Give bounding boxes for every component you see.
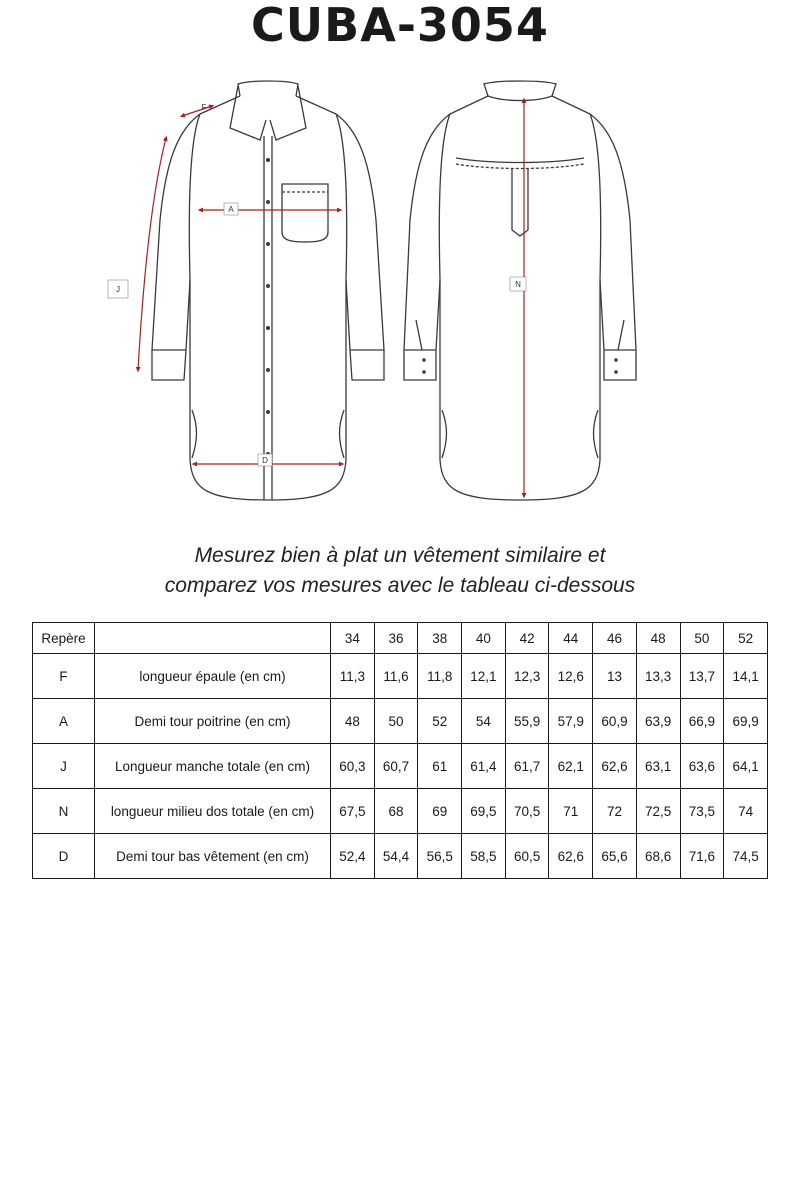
measurement-cell: 61,7 — [505, 744, 549, 789]
measurement-cell: 67,5 — [331, 789, 375, 834]
label-n: N — [515, 280, 521, 289]
instruction-line-2: comparez vos mesures avec le tableau ci-dessous — [164, 574, 636, 597]
measurement-cell: 65,6 — [593, 834, 637, 879]
measurement-cell: 11,6 — [374, 654, 418, 699]
measurement-cell: 60,9 — [593, 699, 637, 744]
measurement-cell: 62,1 — [549, 744, 593, 789]
header-repere: Repère — [33, 623, 95, 654]
measurement-cell: 60,5 — [505, 834, 549, 879]
table-row — [33, 654, 768, 699]
row-code: D — [33, 834, 95, 879]
measurement-cell: 69 — [418, 789, 462, 834]
instruction-line-1: Mesurez bien à plat un vêtement similaire et — [194, 544, 606, 567]
measurement-cell: 58,5 — [462, 834, 506, 879]
row-label: longueur épaule (en cm) — [95, 654, 331, 699]
row-code: N — [33, 789, 95, 834]
measurement-cell: 66,9 — [680, 699, 724, 744]
measurement-cell: 12,3 — [505, 654, 549, 699]
measurement-cell: 14,1 — [724, 654, 768, 699]
header-size: 40 — [462, 623, 506, 654]
row-label: Demi tour poitrine (en cm) — [95, 699, 331, 744]
measurement-cell: 55,9 — [505, 699, 549, 744]
measuring-instructions — [0, 541, 800, 601]
label-j: J — [116, 285, 120, 294]
measurement-cell: 62,6 — [593, 744, 637, 789]
measurement-cell: 54,4 — [374, 834, 418, 879]
measurement-cell: 12,1 — [462, 654, 506, 699]
front-view-drawing — [152, 81, 384, 500]
measurement-cell: 63,6 — [680, 744, 724, 789]
garment-technical-drawing — [100, 80, 700, 520]
measurement-cell: 68 — [374, 789, 418, 834]
measurement-cell: 56,5 — [418, 834, 462, 879]
page-title: CUBA-3054 — [251, 0, 549, 52]
table-header-row — [33, 623, 768, 654]
measurement-cell: 72,5 — [636, 789, 680, 834]
header-size: 38 — [418, 623, 462, 654]
row-code: J — [33, 744, 95, 789]
measurement-cell: 12,6 — [549, 654, 593, 699]
table-row — [33, 834, 768, 879]
measurement-cell: 68,6 — [636, 834, 680, 879]
measurement-cell: 64,1 — [724, 744, 768, 789]
measurement-cell: 69,9 — [724, 699, 768, 744]
table-row — [33, 744, 768, 789]
measurement-cell: 73,5 — [680, 789, 724, 834]
row-label: longueur milieu dos totale (en cm) — [95, 789, 331, 834]
header-size: 36 — [374, 623, 418, 654]
measurement-cell: 70,5 — [505, 789, 549, 834]
header-size: 50 — [680, 623, 724, 654]
label-a: A — [228, 205, 234, 214]
header-empty — [95, 623, 331, 654]
header-size: 42 — [505, 623, 549, 654]
measurement-cell: 48 — [331, 699, 375, 744]
measurement-cell: 71 — [549, 789, 593, 834]
measurement-cell: 54 — [462, 699, 506, 744]
measurement-cell: 13,3 — [636, 654, 680, 699]
measurement-cell: 52,4 — [331, 834, 375, 879]
measurement-cell: 52 — [418, 699, 462, 744]
measurement-cell: 11,3 — [331, 654, 375, 699]
measurement-cell: 61 — [418, 744, 462, 789]
front-measure-lines — [138, 106, 342, 464]
table-row — [33, 789, 768, 834]
label-d: D — [262, 456, 268, 465]
measurement-cell: 69,5 — [462, 789, 506, 834]
measurement-cell: 50 — [374, 699, 418, 744]
measurement-cell: 63,9 — [636, 699, 680, 744]
measurement-cell: 13,7 — [680, 654, 724, 699]
size-chart-table — [32, 622, 768, 879]
measurement-cell: 74,5 — [724, 834, 768, 879]
row-label: Longueur manche totale (en cm) — [95, 744, 331, 789]
row-code: F — [33, 654, 95, 699]
table-row — [33, 699, 768, 744]
measurement-cell: 74 — [724, 789, 768, 834]
measurement-cell: 72 — [593, 789, 637, 834]
measurement-cell: 61,4 — [462, 744, 506, 789]
header-size: 34 — [331, 623, 375, 654]
measurement-cell: 13 — [593, 654, 637, 699]
header-size: 52 — [724, 623, 768, 654]
header-size: 48 — [636, 623, 680, 654]
header-size: 44 — [549, 623, 593, 654]
label-f: F — [201, 103, 207, 112]
measurement-cell: 60,7 — [374, 744, 418, 789]
row-label: Demi tour bas vêtement (en cm) — [95, 834, 331, 879]
measurement-cell: 63,1 — [636, 744, 680, 789]
measurement-cell: 71,6 — [680, 834, 724, 879]
measurement-cell: 62,6 — [549, 834, 593, 879]
measurement-cell: 11,8 — [418, 654, 462, 699]
measurement-cell: 57,9 — [549, 699, 593, 744]
row-code: A — [33, 699, 95, 744]
measurement-cell: 60,3 — [331, 744, 375, 789]
header-size: 46 — [593, 623, 637, 654]
